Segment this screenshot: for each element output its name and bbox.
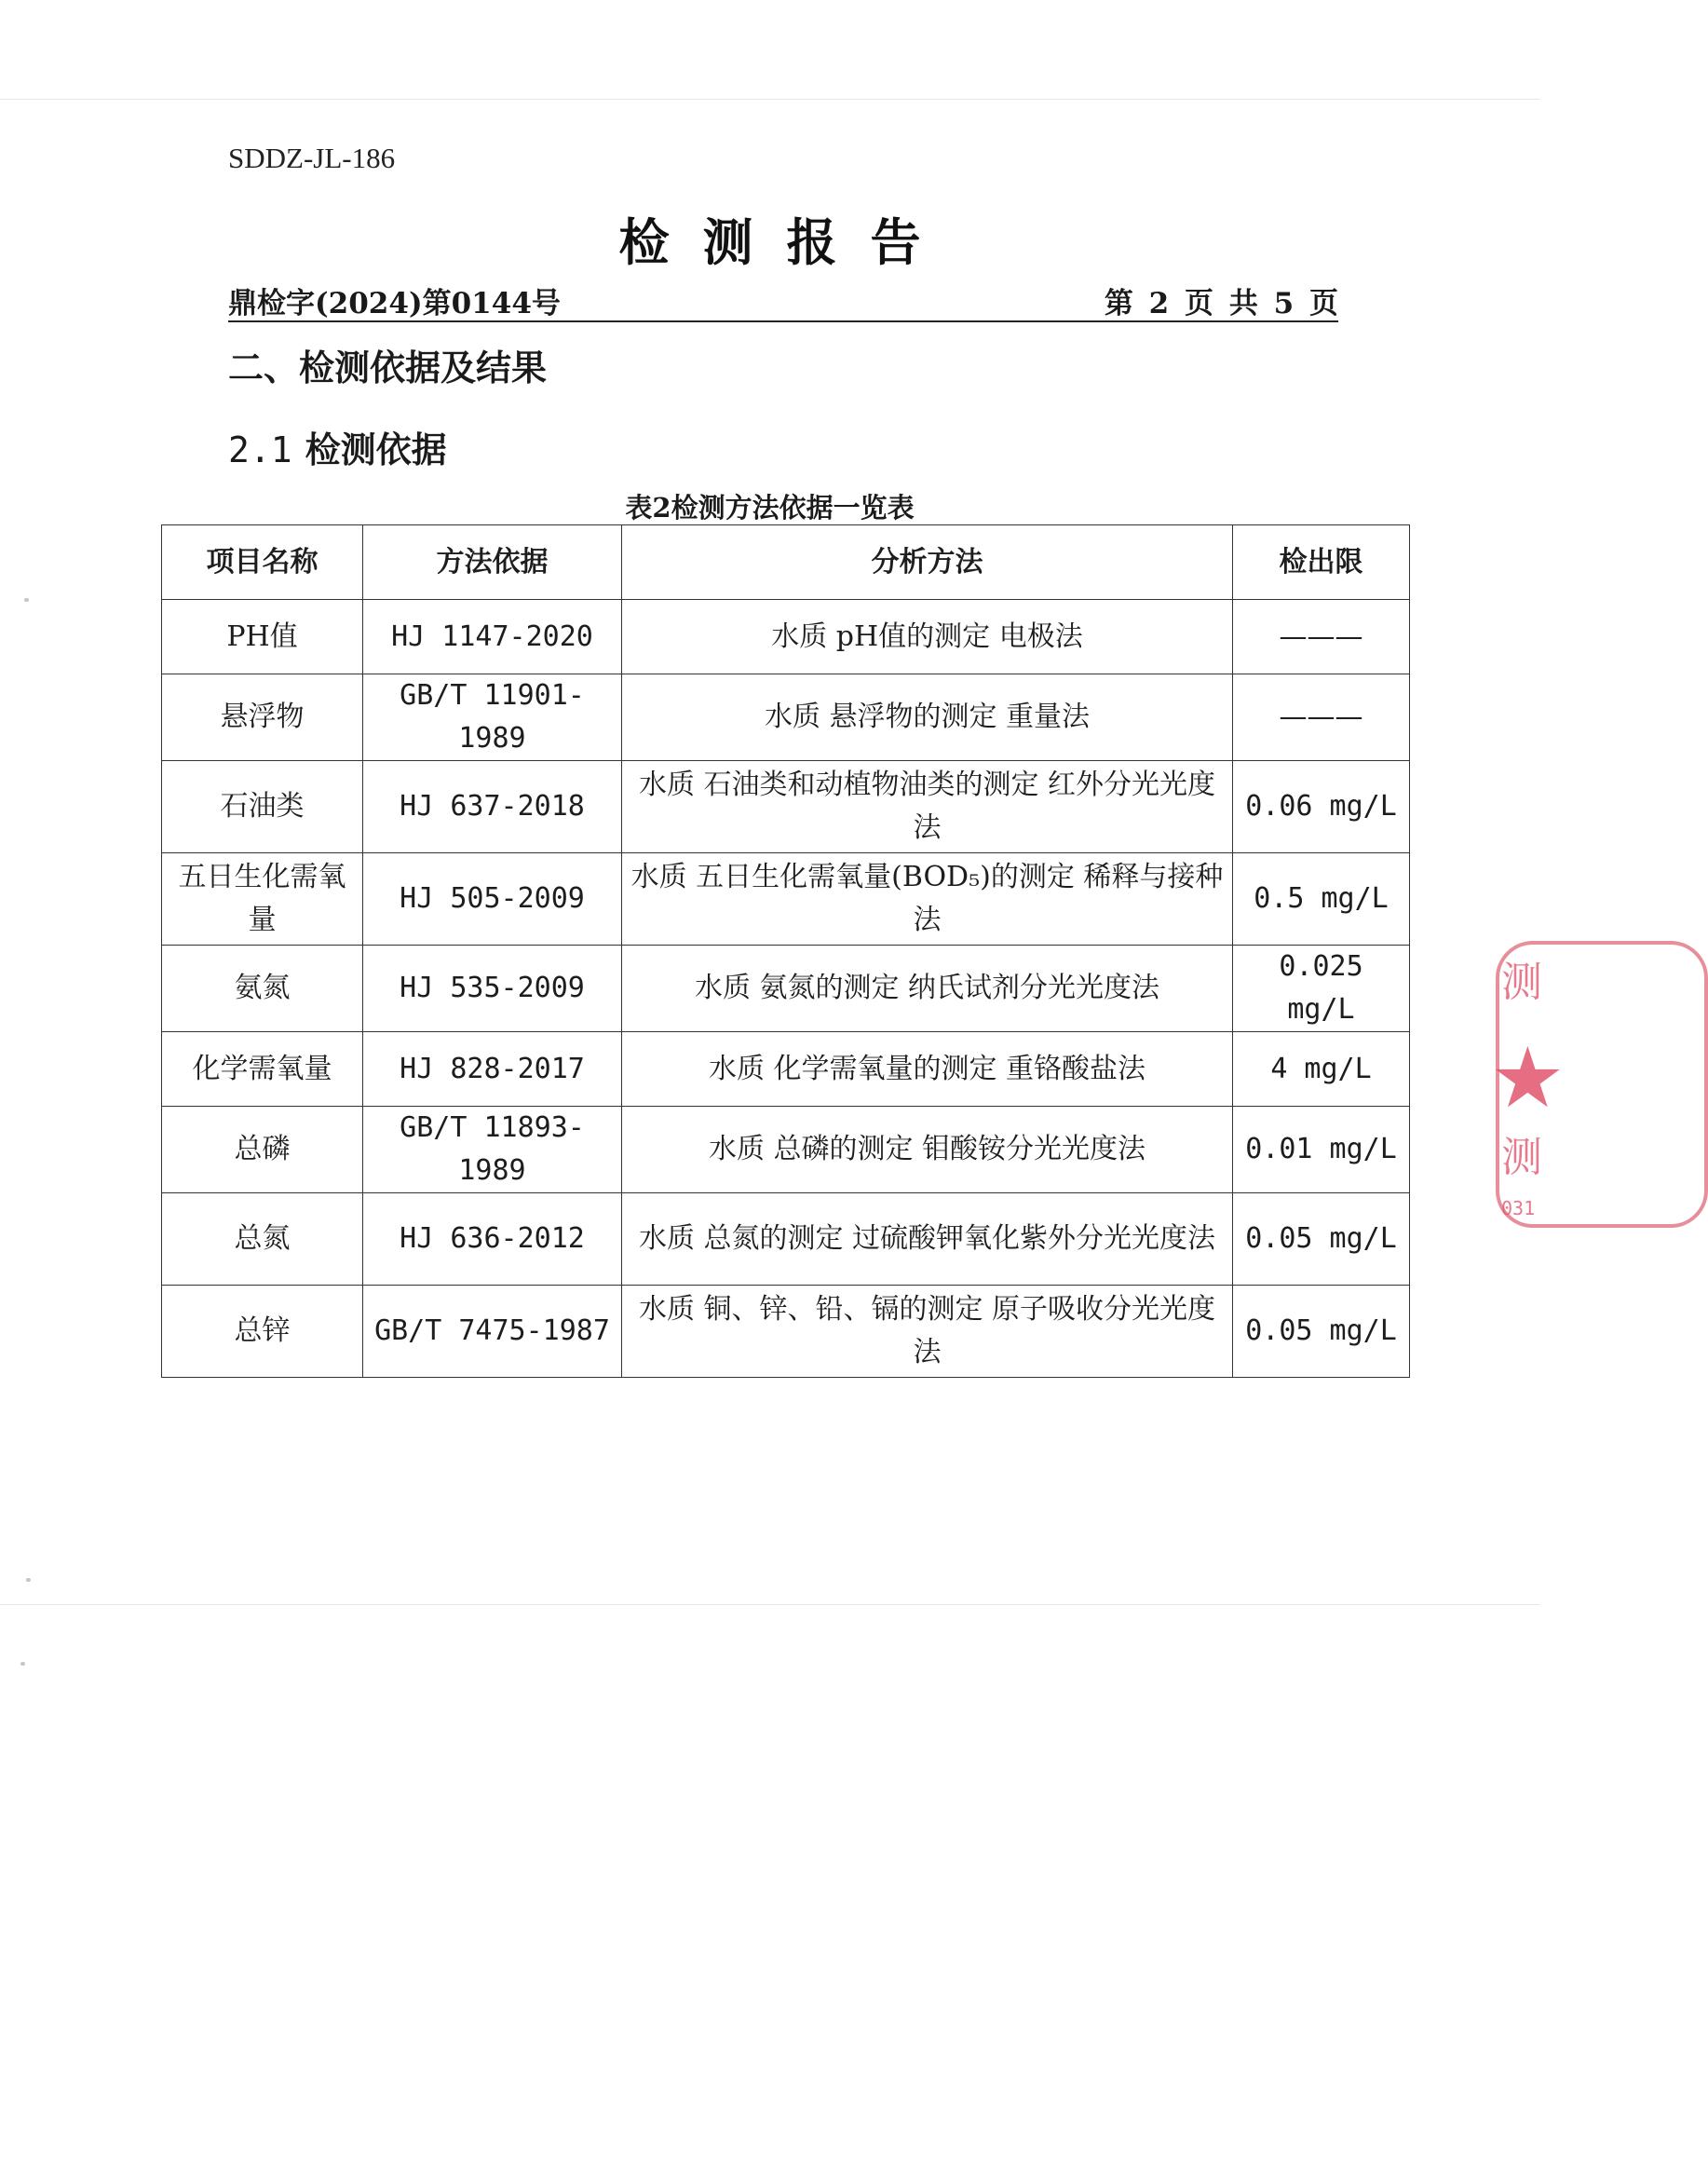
cell-method: 水质 化学需氧量的测定 重铬酸盐法 [622,1032,1233,1107]
table-row [162,1032,1410,1107]
cell-method: 水质 五日生化需氧量(BOD₅)的测定 稀释与接种法 [622,853,1233,946]
cell-standard: HJ 535-2009 [363,946,622,1032]
scan-speck [20,1662,25,1666]
cell-item: 氨氮 [162,946,363,1032]
cell-item: 石油类 [162,761,363,853]
cell-item: 悬浮物 [162,674,363,761]
cell-limit: ——— [1233,600,1410,674]
cell-method: 水质 总氮的测定 过硫酸钾氧化紫外分光光度法 [622,1193,1233,1286]
cell-standard: GB/T 11893-1989 [363,1107,622,1193]
page-indicator: 第 2 页 共 5 页 [1104,287,1338,320]
methods-table [161,524,1410,1378]
cell-method: 水质 氨氮的测定 纳氏试剂分光光度法 [622,946,1233,1032]
subsection-number: 2.1 [228,429,292,470]
cell-method: 水质 石油类和动植物油类的测定 红外分光光度法 [622,761,1233,853]
cell-standard: GB/T 11901-1989 [363,674,622,761]
subsection-title: 检测依据 [305,429,447,470]
cell-standard: HJ 637-2018 [363,761,622,853]
header-detection-limit: 检出限 [1233,525,1410,600]
table-row [162,946,1410,1032]
scan-line [0,99,1539,100]
red-seal-stamp [1488,932,1566,1239]
cell-standard: HJ 505-2009 [363,853,622,946]
scan-speck [24,598,29,602]
cell-method: 水质 总磷的测定 钼酸铵分光光度法 [622,1107,1233,1193]
cell-item: 总磷 [162,1107,363,1193]
cell-limit: 0.5 mg/L [1233,853,1410,946]
report-meta-row [228,279,1338,322]
cell-standard: HJ 1147-2020 [363,600,622,674]
cell-standard: GB/T 7475-1987 [363,1286,622,1378]
seal-star-icon: ★ [1490,1029,1566,1127]
cell-item: PH值 [162,600,363,674]
seal-text-top: 测 [1501,959,1542,1006]
cell-item: 五日生化需氧量 [162,853,363,946]
seal-number: 031 [1501,1197,1536,1219]
scan-line [0,1604,1539,1605]
document-code: SDDZ-JL-186 [228,142,396,174]
report-title: 检测报告 [618,212,955,272]
table-row [162,674,1410,761]
header-standard: 方法依据 [363,525,622,600]
cell-limit: 0.01 mg/L [1233,1107,1410,1193]
scan-speck [26,1578,31,1582]
table-row [162,1286,1410,1378]
table-row [162,1193,1410,1286]
cell-limit: 0.05 mg/L [1233,1193,1410,1286]
cell-method: 水质 铜、锌、铅、镉的测定 原子吸收分光光度法 [622,1286,1233,1378]
cell-item: 总锌 [162,1286,363,1378]
cell-method: 水质 pH值的测定 电极法 [622,600,1233,674]
cell-standard: HJ 636-2012 [363,1193,622,1286]
cell-method: 水质 悬浮物的测定 重量法 [622,674,1233,761]
table-caption: 表2检测方法依据一览表 [625,492,915,524]
seal-text-bottom: 测 [1501,1134,1542,1181]
table-row [162,600,1410,674]
section-heading: 二、检测依据及结果 [228,347,548,388]
cell-standard: HJ 828-2017 [363,1032,622,1107]
table-row [162,853,1410,946]
cell-limit: ——— [1233,674,1410,761]
report-number: 鼎检字(2024)第0144号 [228,287,561,320]
table-row [162,1107,1410,1193]
subsection-heading [228,421,447,472]
cell-item: 总氮 [162,1193,363,1286]
cell-limit: 0.06 mg/L [1233,761,1410,853]
cell-limit: 0.025 mg/L [1233,946,1410,1032]
table-row [162,761,1410,853]
cell-limit: 4 mg/L [1233,1032,1410,1107]
cell-item: 化学需氧量 [162,1032,363,1107]
cell-limit: 0.05 mg/L [1233,1286,1410,1378]
header-method: 分析方法 [622,525,1233,600]
table-header-row [162,525,1410,600]
header-item-name: 项目名称 [162,525,363,600]
